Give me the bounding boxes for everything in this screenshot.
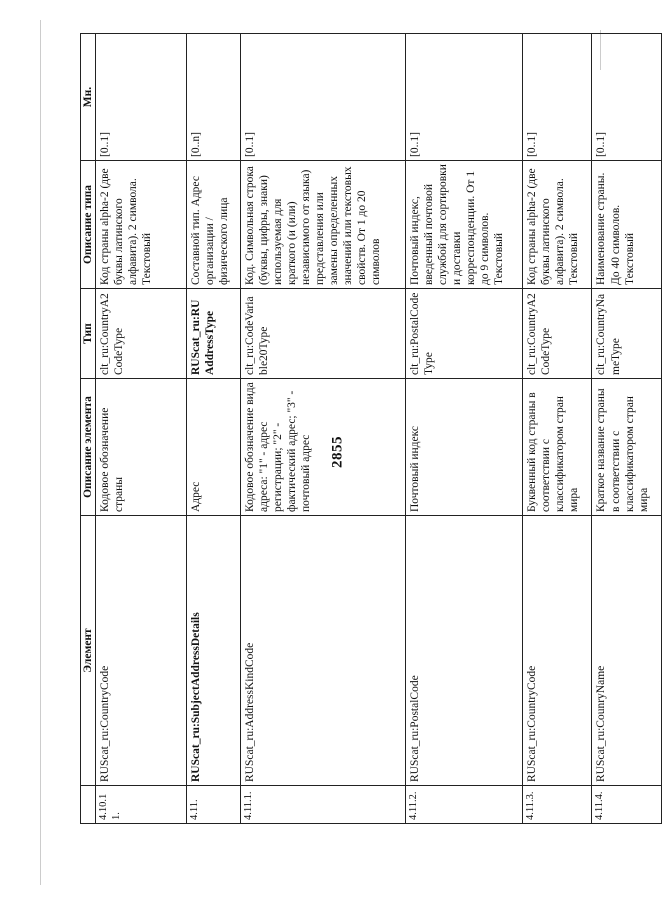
header-element-description: Описание элемента [81,379,96,516]
table-row [187,34,241,824]
row-element-description: Буквенный код страны в соответствии с классификатором стран мира [523,379,592,516]
element-spec-table [80,33,662,824]
row-number: 4.11.3. [523,786,592,824]
row-element: RUScat_ru:PostalCode [405,516,522,786]
table-row [523,34,592,824]
table-row [96,34,187,824]
row-element-description: Кодовое обозначение вида адреса: "1" - адрес регистрации; "2" - фактический адрес; "3" - почтовый адрес [240,379,405,516]
row-element-description: Кодовое обозначение страны [96,379,187,516]
header-number [81,786,96,824]
row-number: 4.11. [187,786,241,824]
row-element-description: Почтовый индекс [405,379,522,516]
row-number: 4.10.11. [96,786,187,824]
table-header-row [81,34,96,824]
row-element: RUScat_ru:CountryCode [523,516,592,786]
row-type-description: Код. Символьная строка (буквы, цифры, знаки) используемая для краткого (и (или) независимого от языка) представления или замены определенных значений или текстовых свойств. От 1 до 20 символов [240,161,405,289]
row-type-description: Почтовый индекс, введенный почтовой службой для сортировки и доставки корреспонденции. От 1 до 9 символов. Текстовый [405,161,522,289]
row-type: clt_ru:CodeVariable20Type [240,289,405,379]
row-element: RUScat_ru:SubjectAddressDetails [187,516,241,786]
row-multiplicity: [0..n] [187,34,241,161]
row-number: 4.11.4. [592,786,662,824]
scan-artifact [40,20,41,885]
table-row [592,34,662,824]
row-type: clt_ru:PostalCodeType [405,289,522,379]
row-type-description: Код страны alpha-2 (две буквы латинского алфавита). 2 символа. Текстовый [96,161,187,289]
row-type: clt_ru:CountryA2CodeType [96,289,187,379]
row-element: RUScat_ru:CounryName [592,516,662,786]
row-type-description: Наименование страны. До 40 символов. Текстовый [592,161,662,289]
header-element: Элемент [81,516,96,786]
row-element: RUScat_ru:CountryCode [96,516,187,786]
row-number: 4.11.1. [240,786,405,824]
row-multiplicity: [0..1] [96,34,187,161]
row-type: RUScat_ru:RUAddressType [187,289,241,379]
row-multiplicity: [0..1] [405,34,522,161]
header-type: Тип [81,289,96,379]
row-type: clt_ru:CountryA2CodeType [523,289,592,379]
row-element-description: Краткое название страны в соответствии с классификатором стран мира [592,379,662,516]
page-number: 2855 [329,436,346,468]
row-type-description: Код страны alpha-2 (две буквы латинского алфавита). 2 символа. Текстовый [523,161,592,289]
row-element-description: Адрес [187,379,241,516]
row-multiplicity: [0..1] [240,34,405,161]
row-type: clt_ru:CountryNameType [592,289,662,379]
row-multiplicity: [0..1] [592,34,662,161]
row-element: RUScat_ru:AddressKindCode [240,516,405,786]
row-multiplicity: [0..1] [523,34,592,161]
row-type-description: Составной тип. Адрес организации / физического лица [187,161,241,289]
table-row [240,34,405,824]
header-type-description: Описание типа [81,161,96,289]
rotated-table-container [80,34,660,824]
table-row [405,34,522,824]
row-number: 4.11.2. [405,786,522,824]
header-multiplicity: Мн. [81,34,96,161]
